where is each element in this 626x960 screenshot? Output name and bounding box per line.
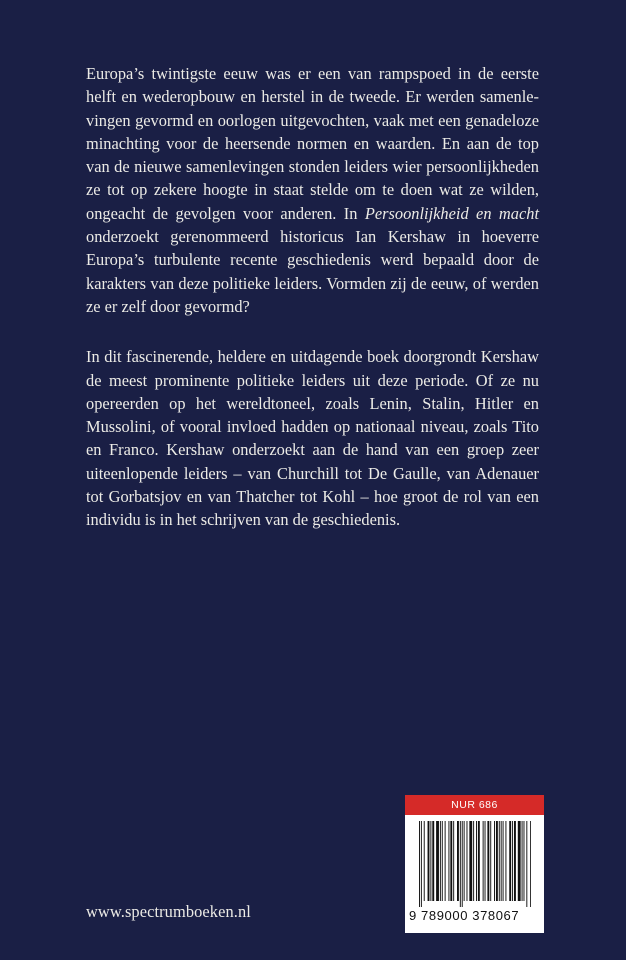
blurb-p1-intro: Europa’s twintigste eeuw was er een van rampspoed in de eerste helft en wederopbouw en herstel in de tweede. Er werden samenlevingen gevormd en oorlogen uitgevochten, vaak met een genadeloze minachting voor de heersende normen en waarden. En aan de top van de nieuwe samenlevingen stonden leiders wier persoonlijkheden ze tot op zekere hoogte in staat stelde om te doen wat ze wilden, ongeacht de gevolgen voor anderen. In <box>86 64 539 223</box>
blurb-paragraph-1 <box>86 62 539 318</box>
barcode-image <box>419 821 531 907</box>
nur-code-label: NUR 686 <box>405 795 544 815</box>
isbn-barcode-block <box>405 795 544 933</box>
blurb-p1-rest: onderzoekt gerenommeerd historicus Ian Kershaw in hoeverre Europa’s turbulente recente geschiedenis werd bepaald door de karakters van deze politieke leiders. Vormden zij de eeuw, of werden ze er zelf door gevormd? <box>86 227 539 316</box>
publisher-website: www.spectrumboeken.nl <box>86 902 251 921</box>
back-cover-blurb <box>86 62 539 559</box>
blurb-paragraph-2: In dit fascinerende, heldere en uitdagende boek doorgrondt Kershaw de meest prominente politieke leiders uit deze periode. Of ze nu opereerden op het wereldtoneel, zoals Lenin, Stalin, Hitler en Mussolini, of vooral invloed hadden op nationaal niveau, zoals Tito en Franco. Kershaw onderzoekt aan de hand van een groep zeer uiteenlopende leiders – van Churchill tot De Gaulle, van Adenauer tot Gorbatsjov en van Thatcher tot Kohl – hoe groot de rol van een individu is in het schrijven van de geschiedenis. <box>86 347 539 530</box>
book-title-inline: Persoonlijkheid en macht <box>364 203 539 223</box>
isbn-number: 9 789000 378067 <box>409 908 520 923</box>
